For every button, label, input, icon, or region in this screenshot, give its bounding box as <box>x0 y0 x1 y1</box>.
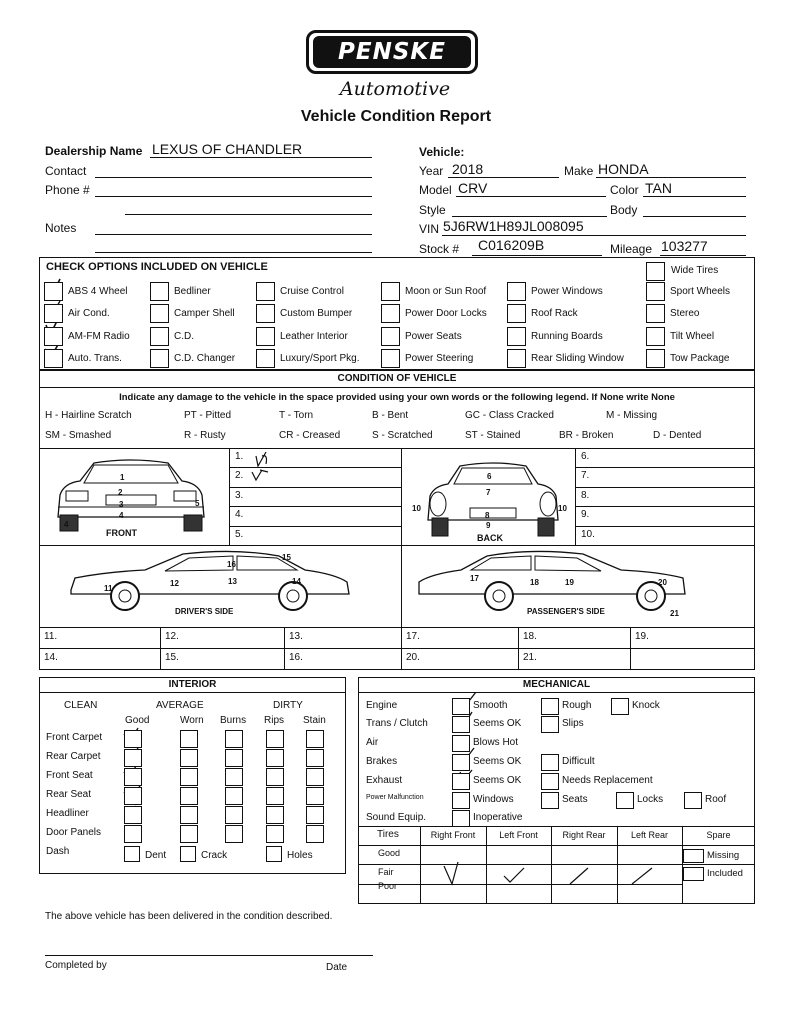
interior-checkbox[interactable] <box>225 730 243 748</box>
mech-option-rough: Rough <box>562 700 592 711</box>
option-checkbox-leather-interior[interactable] <box>256 327 275 346</box>
option-label-tilt-wheel: Tilt Wheel <box>670 331 715 342</box>
option-label-custom-bumper: Custom Bumper <box>280 308 353 319</box>
mech-option-slips: Slips <box>562 718 584 729</box>
passenger-marker: 20 <box>658 578 667 587</box>
passenger-marker: 19 <box>565 578 574 587</box>
tires-col-left-front: Left Front <box>499 830 538 840</box>
tires-col-right-rear: Right Rear <box>562 830 606 840</box>
interior-row-front-carpet: Front Carpet <box>46 732 103 743</box>
signature-line[interactable] <box>45 955 373 956</box>
side-row-divider <box>284 627 285 670</box>
front-marker: 1 <box>120 473 125 482</box>
back-marker: 7 <box>486 488 491 497</box>
option-checkbox-luxury-sport-pkg[interactable] <box>256 349 275 368</box>
option-checkbox-stereo[interactable] <box>646 304 665 323</box>
front-slot-divider <box>229 448 230 545</box>
interior-checkbox[interactable] <box>124 749 142 767</box>
contact-field[interactable] <box>95 177 372 178</box>
style-field[interactable] <box>452 216 607 217</box>
interior-col-rips: Rips <box>264 715 285 726</box>
interior-row-door-panels: Door Panels <box>46 827 102 838</box>
legend-item: SM - Smashed <box>45 430 112 441</box>
interior-checkbox[interactable] <box>180 825 198 843</box>
back-slot-number: 7. <box>581 470 590 482</box>
back-slot-number: 6. <box>581 451 590 462</box>
tires-row-poor: Poor <box>378 881 398 891</box>
mech-checkbox-rough[interactable] <box>541 698 559 715</box>
side-slot-number: 19. <box>635 631 649 642</box>
dash-option-holes: Holes <box>287 850 313 861</box>
stock-value[interactable]: C016209B <box>478 237 545 253</box>
dash-checkbox-holes[interactable] <box>266 846 282 862</box>
side-slot-number: 16. <box>289 652 303 663</box>
interior-checkbox[interactable] <box>124 825 142 843</box>
legend-item: T - Torn <box>279 410 314 421</box>
interior-checkbox[interactable] <box>180 749 198 767</box>
option-label-c-d-changer: C.D. Changer <box>174 353 236 364</box>
mech-option-seems-ok: Seems OK <box>473 775 522 786</box>
mech-label-brakes: Brakes <box>366 756 398 767</box>
option-checkbox-moon-or-sun-roof[interactable] <box>381 282 400 301</box>
legend-item: B - Bent <box>372 410 409 421</box>
stock-line <box>472 255 602 256</box>
year-line <box>448 177 559 178</box>
interior-checkbox[interactable] <box>124 787 142 805</box>
option-checkbox-auto-trans[interactable] <box>44 349 63 368</box>
mech-checkbox-difficult[interactable] <box>541 754 559 771</box>
mech-checkbox-smooth[interactable] <box>452 698 470 715</box>
interior-col-good: Good <box>125 715 150 726</box>
mech-label-power: Power Malfunction <box>366 794 424 801</box>
tires-label: Tires <box>377 829 399 840</box>
interior-checkbox[interactable] <box>266 806 284 824</box>
interior-checkbox[interactable] <box>266 768 284 786</box>
notes-label: Notes <box>45 221 77 235</box>
vin-line <box>442 235 746 236</box>
side-rows-top-line <box>39 627 755 628</box>
legend-item: ST - Stained <box>465 430 521 441</box>
mech-checkbox-seems-ok[interactable] <box>452 773 470 790</box>
mech-option-smooth: Smooth <box>473 700 508 711</box>
make-line <box>596 177 746 178</box>
mech-option-difficult: Difficult <box>562 756 595 767</box>
back-slot-line <box>575 526 755 527</box>
option-label-bedliner: Bedliner <box>174 286 211 297</box>
dash-option-crack: Crack <box>201 850 228 861</box>
driver-marker: 11 <box>104 584 113 593</box>
front-marker: 4 <box>64 520 69 529</box>
tires-col-left-rear: Left Rear <box>630 830 669 840</box>
option-checkbox-power-door-locks[interactable] <box>381 304 400 323</box>
side-slot-number: 18. <box>523 631 537 642</box>
option-label-camper-shell: Camper Shell <box>174 308 235 319</box>
interior-row-headliner: Headliner <box>46 808 89 819</box>
mech-option-roof: Roof <box>705 794 727 805</box>
interior-checkbox[interactable] <box>124 806 142 824</box>
option-checkbox-abs-4-wheel[interactable] <box>44 282 63 301</box>
option-checkbox-custom-bumper[interactable] <box>256 304 275 323</box>
mech-checkbox-knock[interactable] <box>611 698 629 715</box>
interior-checkbox[interactable] <box>225 806 243 824</box>
back-slot-line <box>575 506 755 507</box>
color-value[interactable]: TAN <box>645 180 672 196</box>
side-slot-number: 21. <box>523 652 537 663</box>
mech-option-seems-ok: Seems OK <box>473 718 522 729</box>
mech-option-windows: Windows <box>473 794 514 805</box>
interior-checkbox[interactable] <box>124 768 142 786</box>
mech-checkbox-inoperative[interactable] <box>452 810 470 827</box>
vehicle-section-label: Vehicle: <box>419 145 465 159</box>
side-slot-number: 11. <box>44 631 58 642</box>
notes-field[interactable] <box>95 234 372 235</box>
mech-checkbox-seems-ok[interactable] <box>452 716 470 733</box>
interior-checkbox[interactable] <box>225 749 243 767</box>
mechanical-heading: MECHANICAL <box>522 679 591 690</box>
page-title: Vehicle Condition Report <box>300 108 492 125</box>
back-label: BACK <box>477 533 503 543</box>
option-label-sport-wheels: Sport Wheels <box>670 286 731 297</box>
back-marker: 10 <box>412 504 421 513</box>
interior-row-rear-carpet: Rear Carpet <box>46 751 101 762</box>
interior-checkbox[interactable] <box>306 806 324 824</box>
interior-clean-label: CLEAN <box>64 700 98 711</box>
tires-check-marks <box>420 858 682 890</box>
side-slot-number: 13. <box>289 631 303 642</box>
body-field[interactable] <box>643 216 746 217</box>
mech-option-knock: Knock <box>632 700 660 711</box>
mileage-label: Mileage <box>610 242 653 256</box>
option-label-power-steering: Power Steering <box>405 353 474 364</box>
spare-option-missing: Missing <box>707 850 740 861</box>
back-slot-number: 10. <box>581 528 595 540</box>
mechanical-divider <box>358 692 755 693</box>
tires-top-line <box>358 826 755 827</box>
front-slot-line <box>229 526 401 527</box>
mech-option-inoperative: Inoperative <box>473 812 523 823</box>
mech-checkbox-locks[interactable] <box>616 792 634 809</box>
driver-marker: 13 <box>228 577 237 586</box>
front-slot-number: 3. <box>235 489 244 501</box>
interior-checkbox[interactable] <box>225 787 243 805</box>
interior-checkbox[interactable] <box>225 825 243 843</box>
interior-checkbox[interactable] <box>225 768 243 786</box>
phone-label: Phone # <box>45 183 90 197</box>
option-checkbox-am-fm-radio[interactable] <box>44 327 63 346</box>
mech-checkbox-blows-hot[interactable] <box>452 735 470 752</box>
interior-divider <box>39 692 346 693</box>
mech-label-trans: Trans / Clutch <box>366 718 428 729</box>
back-slot-line <box>575 487 755 488</box>
mech-option-seems-ok: Seems OK <box>473 756 522 767</box>
mech-option-seats: Seats <box>562 794 588 805</box>
passenger-marker: 21 <box>670 609 679 618</box>
passenger-side-label: PASSENGER'S SIDE <box>527 607 605 616</box>
option-checkbox-rear-sliding-window[interactable] <box>507 349 526 368</box>
front-slot-number: 2. <box>235 470 244 482</box>
option-checkbox-sport-wheels[interactable] <box>646 282 665 301</box>
side-rows-mid-line <box>39 648 755 649</box>
mileage-line <box>660 255 746 256</box>
dash-checkbox-dent[interactable] <box>124 846 140 862</box>
back-car-diagram <box>418 460 568 540</box>
contact-label: Contact <box>45 164 87 178</box>
legend-item: GC - Class Cracked <box>465 410 554 421</box>
front-marker: 3 <box>119 500 124 509</box>
interior-heading: INTERIOR <box>168 679 217 690</box>
model-value[interactable]: CRV <box>458 180 488 196</box>
legend-item: PT - Pitted <box>184 410 232 421</box>
mileage-value[interactable]: 103277 <box>661 238 708 254</box>
tires-row-fair: Fair <box>378 867 394 877</box>
tires-col-spare: Spare <box>706 830 731 840</box>
option-checkbox-tow-package[interactable] <box>646 349 665 368</box>
completed-by-label: Completed by <box>45 960 107 971</box>
option-label-stereo: Stereo <box>670 308 700 319</box>
front-slot-number: 5. <box>235 528 244 540</box>
interior-row-rear-seat: Rear Seat <box>46 789 92 800</box>
body-label: Body <box>610 203 638 217</box>
mech-label-exhaust: Exhaust <box>366 775 403 786</box>
style-label: Style <box>419 203 446 217</box>
mech-checkbox-windows[interactable] <box>452 792 470 809</box>
side-row-divider <box>518 627 519 670</box>
option-label-tow-package: Tow Package <box>670 353 730 364</box>
front-slot-line <box>229 506 401 507</box>
interior-checkbox[interactable] <box>306 749 324 767</box>
color-label: Color <box>610 183 639 197</box>
color-line <box>643 196 746 197</box>
legend-item: S - Scratched <box>372 430 433 441</box>
interior-col-stain: Stain <box>303 715 326 726</box>
legend-item: R - Rusty <box>184 430 226 441</box>
phone-field[interactable] <box>95 196 372 197</box>
front-marker: 2 <box>118 488 123 497</box>
driver-side-car-diagram <box>65 550 355 612</box>
driver-side-label: DRIVER'S SIDE <box>175 607 234 616</box>
option-label-cruise-control: Cruise Control <box>280 286 344 297</box>
interior-checkbox[interactable] <box>306 825 324 843</box>
interior-checkbox[interactable] <box>306 787 324 805</box>
year-label: Year <box>419 164 444 178</box>
interior-checkbox[interactable] <box>180 806 198 824</box>
option-label-c-d: C.D. <box>174 331 194 342</box>
front-slot-line <box>229 487 401 488</box>
interior-checkbox[interactable] <box>180 787 198 805</box>
notes-field-2[interactable] <box>95 252 372 253</box>
legend-item: M - Missing <box>606 410 658 421</box>
side-slot-number: 14. <box>44 652 58 663</box>
mech-label-air: Air <box>366 737 379 748</box>
dealership-name-value[interactable]: LEXUS OF CHANDLER <box>152 141 303 157</box>
condition-instruction: Indicate any damage to the vehicle in the space provided using your own words or the following legend. If None write None <box>119 392 675 403</box>
back-marker: 8 <box>485 511 490 520</box>
wide-tires-checkbox[interactable] <box>646 262 665 281</box>
tires-row-good: Good <box>378 848 401 858</box>
make-value[interactable]: HONDA <box>598 161 649 177</box>
side-row-divider <box>630 627 631 670</box>
legend-item: BR - Broken <box>559 430 614 441</box>
front-label: FRONT <box>106 528 137 538</box>
passenger-marker: 17 <box>470 574 479 583</box>
option-checkbox-power-steering[interactable] <box>381 349 400 368</box>
passenger-marker: 18 <box>530 578 539 587</box>
option-label-rear-sliding-window: Rear Sliding Window <box>531 353 624 364</box>
mech-checkbox-seats[interactable] <box>541 792 559 809</box>
interior-checkbox[interactable] <box>266 825 284 843</box>
back-slot-number: 9. <box>581 509 590 521</box>
option-checkbox-air-cond[interactable] <box>44 304 63 323</box>
stock-label: Stock # <box>419 242 460 256</box>
mech-option-blows-hot: Blows Hot <box>473 737 519 748</box>
spare-checkbox-included[interactable] <box>683 867 704 881</box>
side-slot-number: 15. <box>165 652 179 663</box>
interior-checkbox[interactable] <box>306 730 324 748</box>
spare-checkbox-missing[interactable] <box>683 849 704 863</box>
options-heading: CHECK OPTIONS INCLUDED ON VEHICLE <box>46 261 268 273</box>
side-slot-number: 12. <box>165 631 179 642</box>
vin-value[interactable]: 5J6RW1H89JL008095 <box>443 218 584 234</box>
option-label-leather-interior: Leather Interior <box>280 331 348 342</box>
option-checkbox-tilt-wheel[interactable] <box>646 327 665 346</box>
tires-col-right-front: Right Front <box>430 830 476 840</box>
option-checkbox-cruise-control[interactable] <box>256 282 275 301</box>
interior-col-burns: Burns <box>220 715 247 726</box>
back-slot-divider <box>575 448 576 545</box>
interior-checkbox[interactable] <box>124 730 142 748</box>
front-slot-line <box>229 467 401 468</box>
phone-field-extra[interactable] <box>125 214 372 215</box>
interior-checkbox[interactable] <box>266 730 284 748</box>
option-checkbox-bedliner[interactable] <box>150 282 169 301</box>
interior-checkbox[interactable] <box>266 787 284 805</box>
option-label-luxury-sport-pkg: Luxury/Sport Pkg. <box>280 353 360 364</box>
mech-checkbox-slips[interactable] <box>541 716 559 733</box>
option-checkbox-c-d-changer[interactable] <box>150 349 169 368</box>
model-line <box>456 196 606 197</box>
option-label-roof-rack: Roof Rack <box>531 308 578 319</box>
condition-divider <box>39 387 755 388</box>
condition-heading: CONDITION OF VEHICLE <box>337 373 457 384</box>
option-label-power-seats: Power Seats <box>405 331 462 342</box>
legend-item: D - Dented <box>653 430 702 441</box>
penske-logo: PENSKE <box>313 36 471 68</box>
legend-item: CR - Creased <box>279 430 341 441</box>
front-slot-number: 4. <box>235 509 244 521</box>
make-label: Make <box>564 164 594 178</box>
mech-checkbox-seems-ok[interactable] <box>452 754 470 771</box>
option-checkbox-running-boards[interactable] <box>507 327 526 346</box>
option-checkbox-camper-shell[interactable] <box>150 304 169 323</box>
vin-label: VIN <box>419 222 440 236</box>
interior-checkbox[interactable] <box>266 749 284 767</box>
interior-col-worn: Worn <box>180 715 204 726</box>
back-slot-number: 8. <box>581 489 590 501</box>
driver-marker: 14 <box>292 577 301 586</box>
option-label-running-boards: Running Boards <box>531 331 603 342</box>
driver-marker: 16 <box>227 560 236 569</box>
option-label-air-cond: Air Cond. <box>68 308 110 319</box>
model-label: Model <box>419 183 452 197</box>
side-row-divider <box>160 627 161 670</box>
wide-tires-label: Wide Tires <box>671 265 719 276</box>
interior-row-front-seat: Front Seat <box>46 770 93 781</box>
mech-option-needs-replacement: Needs Replacement <box>562 775 653 786</box>
option-checkbox-power-windows[interactable] <box>507 282 526 301</box>
option-label-abs-4-wheel: ABS 4 Wheel <box>68 286 128 297</box>
dash-option-dent: Dent <box>145 850 167 861</box>
side-slot-number: 20. <box>406 652 420 663</box>
back-marker: 10 <box>558 504 567 513</box>
option-label-am-fm-radio: AM-FM Radio <box>68 331 130 342</box>
diagram-top-line <box>39 448 755 449</box>
dash-checkbox-crack[interactable] <box>180 846 196 862</box>
logo-subtitle: Automotive <box>339 78 451 100</box>
dealership-name-line <box>150 157 372 158</box>
option-label-auto-trans: Auto. Trans. <box>68 353 122 364</box>
option-checkbox-c-d[interactable] <box>150 327 169 346</box>
option-label-moon-or-sun-roof: Moon or Sun Roof <box>405 286 487 297</box>
interior-row-dash: Dash <box>46 846 70 857</box>
driver-marker: 12 <box>170 579 179 588</box>
front-marker: 4 <box>119 511 124 520</box>
center-divider <box>401 448 402 670</box>
dealership-name-label: Dealership Name <box>45 144 143 158</box>
tires-head-line <box>358 845 755 846</box>
front-slot-number: 1. <box>235 451 244 462</box>
year-value[interactable]: 2018 <box>452 161 484 177</box>
legend-item: H - Hairline Scratch <box>45 410 132 421</box>
back-marker: 9 <box>486 521 491 530</box>
mech-label-sound: Sound Equip. <box>366 812 427 823</box>
mech-option-locks: Locks <box>637 794 664 805</box>
mech-checkbox-needs-replacement[interactable] <box>541 773 559 790</box>
option-checkbox-roof-rack[interactable] <box>507 304 526 323</box>
interior-average-label: AVERAGE <box>156 700 204 711</box>
interior-dirty-label: DIRTY <box>273 700 303 711</box>
passenger-side-car-diagram <box>415 550 690 612</box>
interior-checkbox[interactable] <box>306 768 324 786</box>
front-marker: 5 <box>195 499 200 508</box>
diagram-mid-line <box>39 545 755 546</box>
interior-checkbox[interactable] <box>180 730 198 748</box>
interior-checkbox[interactable] <box>180 768 198 786</box>
driver-marker: 15 <box>282 553 291 562</box>
option-checkbox-power-seats[interactable] <box>381 327 400 346</box>
option-label-power-door-locks: Power Door Locks <box>405 308 487 319</box>
back-slot-line <box>575 467 755 468</box>
mech-checkbox-roof[interactable] <box>684 792 702 809</box>
mech-label-engine: Engine <box>366 700 398 711</box>
side-slot-number: 17. <box>406 631 420 642</box>
option-label-power-windows: Power Windows <box>531 286 603 297</box>
delivered-statement: The above vehicle has been delivered in the condition described. <box>45 911 333 922</box>
date-label: Date <box>326 962 348 973</box>
spare-option-included: Included <box>707 868 743 879</box>
back-marker: 6 <box>487 472 492 481</box>
